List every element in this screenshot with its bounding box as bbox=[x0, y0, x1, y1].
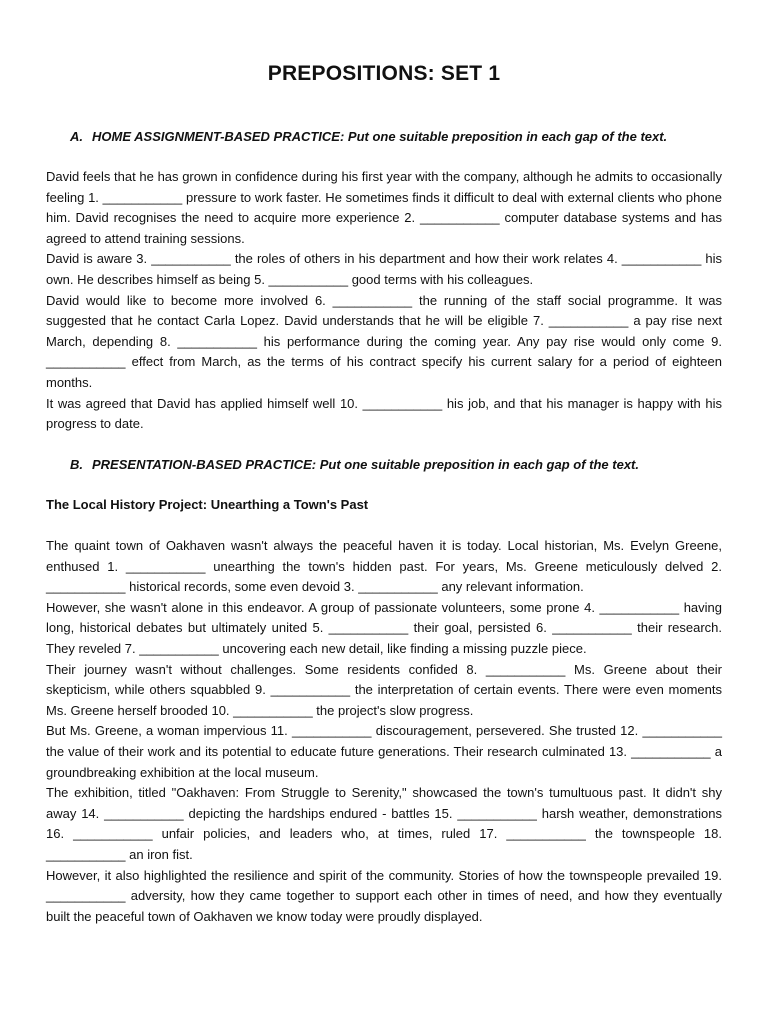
passage-title: The Local History Project: Unearthing a Town's Past bbox=[46, 497, 369, 512]
section-b-paragraph: The quaint town of Oakhaven wasn't always the peaceful haven it is today. Local historian, Ms. Evelyn Greene, enthused 1. ___________ unearthing the town's hidden past. For years, Ms. Greene meticulously delved 2. ___________ historical records, some even devoid 3. ___________ any relevant information. bbox=[46, 538, 722, 595]
section-a-paragraph: David would like to become more involved 6. ___________ the running of the staff social programme. It was suggested that he contact Carla Lopez. David understands that he will be eligible 7. ___________ a pay rise next March, depending 8. ___________ his performance during the coming year. Any pay rise would only come 9. ___________ effect from March, as the terms of his contract specify his current salary for a period of eighteen months. bbox=[46, 292, 722, 390]
section-a-paragraph: It was agreed that David has applied himself well 10. ___________ his job, and that his manager is happy with his progress to date. bbox=[46, 395, 722, 432]
section-b-heading bbox=[70, 456, 730, 474]
section-b-text bbox=[46, 536, 722, 927]
page-title: PREPOSITIONS: SET 1 bbox=[267, 62, 501, 85]
section-b-paragraph: However, it also highlighted the resilience and spirit of the community. Stories of how the townspeople prevailed 19. ___________ adversity, how they came together to support each other in times of need, and how they eventually built the peaceful town of Oakhaven we know today were proudly displayed. bbox=[46, 867, 722, 924]
section-b-paragraph: However, she wasn't alone in this endeavor. A group of passionate volunteers, some prone 4. ___________ having long, historical debates but ultimately united 5. ___________ their goal, persisted 6. ___________ their research. They reveled 7. ___________ uncovering each new detail, like finding a missing puzzle piece. bbox=[46, 599, 722, 656]
section-b-paragraph: But Ms. Greene, a woman impervious 11. ___________ discouragement, persevered. She trusted 12. ___________ the value of their work and its potential to educate future generations. Their research culminated 13. ___________ a groundbreaking exhibition at the local museum. bbox=[46, 723, 722, 780]
section-b-paragraph: Their journey wasn't without challenges. Some residents confided 8. ___________ Ms. Greene about their skepticism, while others squabbled 9. ___________ the interpretation of certain events. There were even moments Ms. Greene herself brooded 10. ___________ the project's slow progress. bbox=[46, 661, 722, 718]
section-a-heading bbox=[70, 128, 730, 146]
section-a-letter: A. bbox=[70, 129, 83, 144]
section-a-heading-text: HOME ASSIGNMENT-BASED PRACTICE: Put one suitable preposition in each gap of the text. bbox=[92, 129, 668, 144]
section-b-heading-text: PRESENTATION-BASED PRACTICE: Put one suitable preposition in each gap of the text. bbox=[92, 457, 640, 472]
section-a-text bbox=[46, 167, 722, 435]
section-a-paragraph: David feels that he has grown in confidence during his first year with the company, although he admits to occasionally feeling 1. ___________ pressure to work faster. He sometimes finds it difficult to deal with external clients who phone him. David recognises the need to acquire more experience 2. ___________ computer database systems and has agreed to attend training sessions. bbox=[46, 169, 722, 246]
section-b-letter: B. bbox=[70, 457, 83, 472]
section-a-paragraph: David is aware 3. ___________ the roles of others in his department and how their work relates 4. ___________ his own. He describes himself as being 5. ___________ good terms with his colleagues. bbox=[46, 251, 722, 287]
section-b-paragraph: The exhibition, titled "Oakhaven: From Struggle to Serenity," showcased the town's tumultuous past. It didn't shy away 14. ___________ depicting the hardships endured - battles 15. ___________ harsh weather, demonstrations 16. ___________ unfair policies, and leaders who, at times, ruled 17. ___________ the townspeople 18. ___________ an iron fist. bbox=[46, 785, 722, 862]
